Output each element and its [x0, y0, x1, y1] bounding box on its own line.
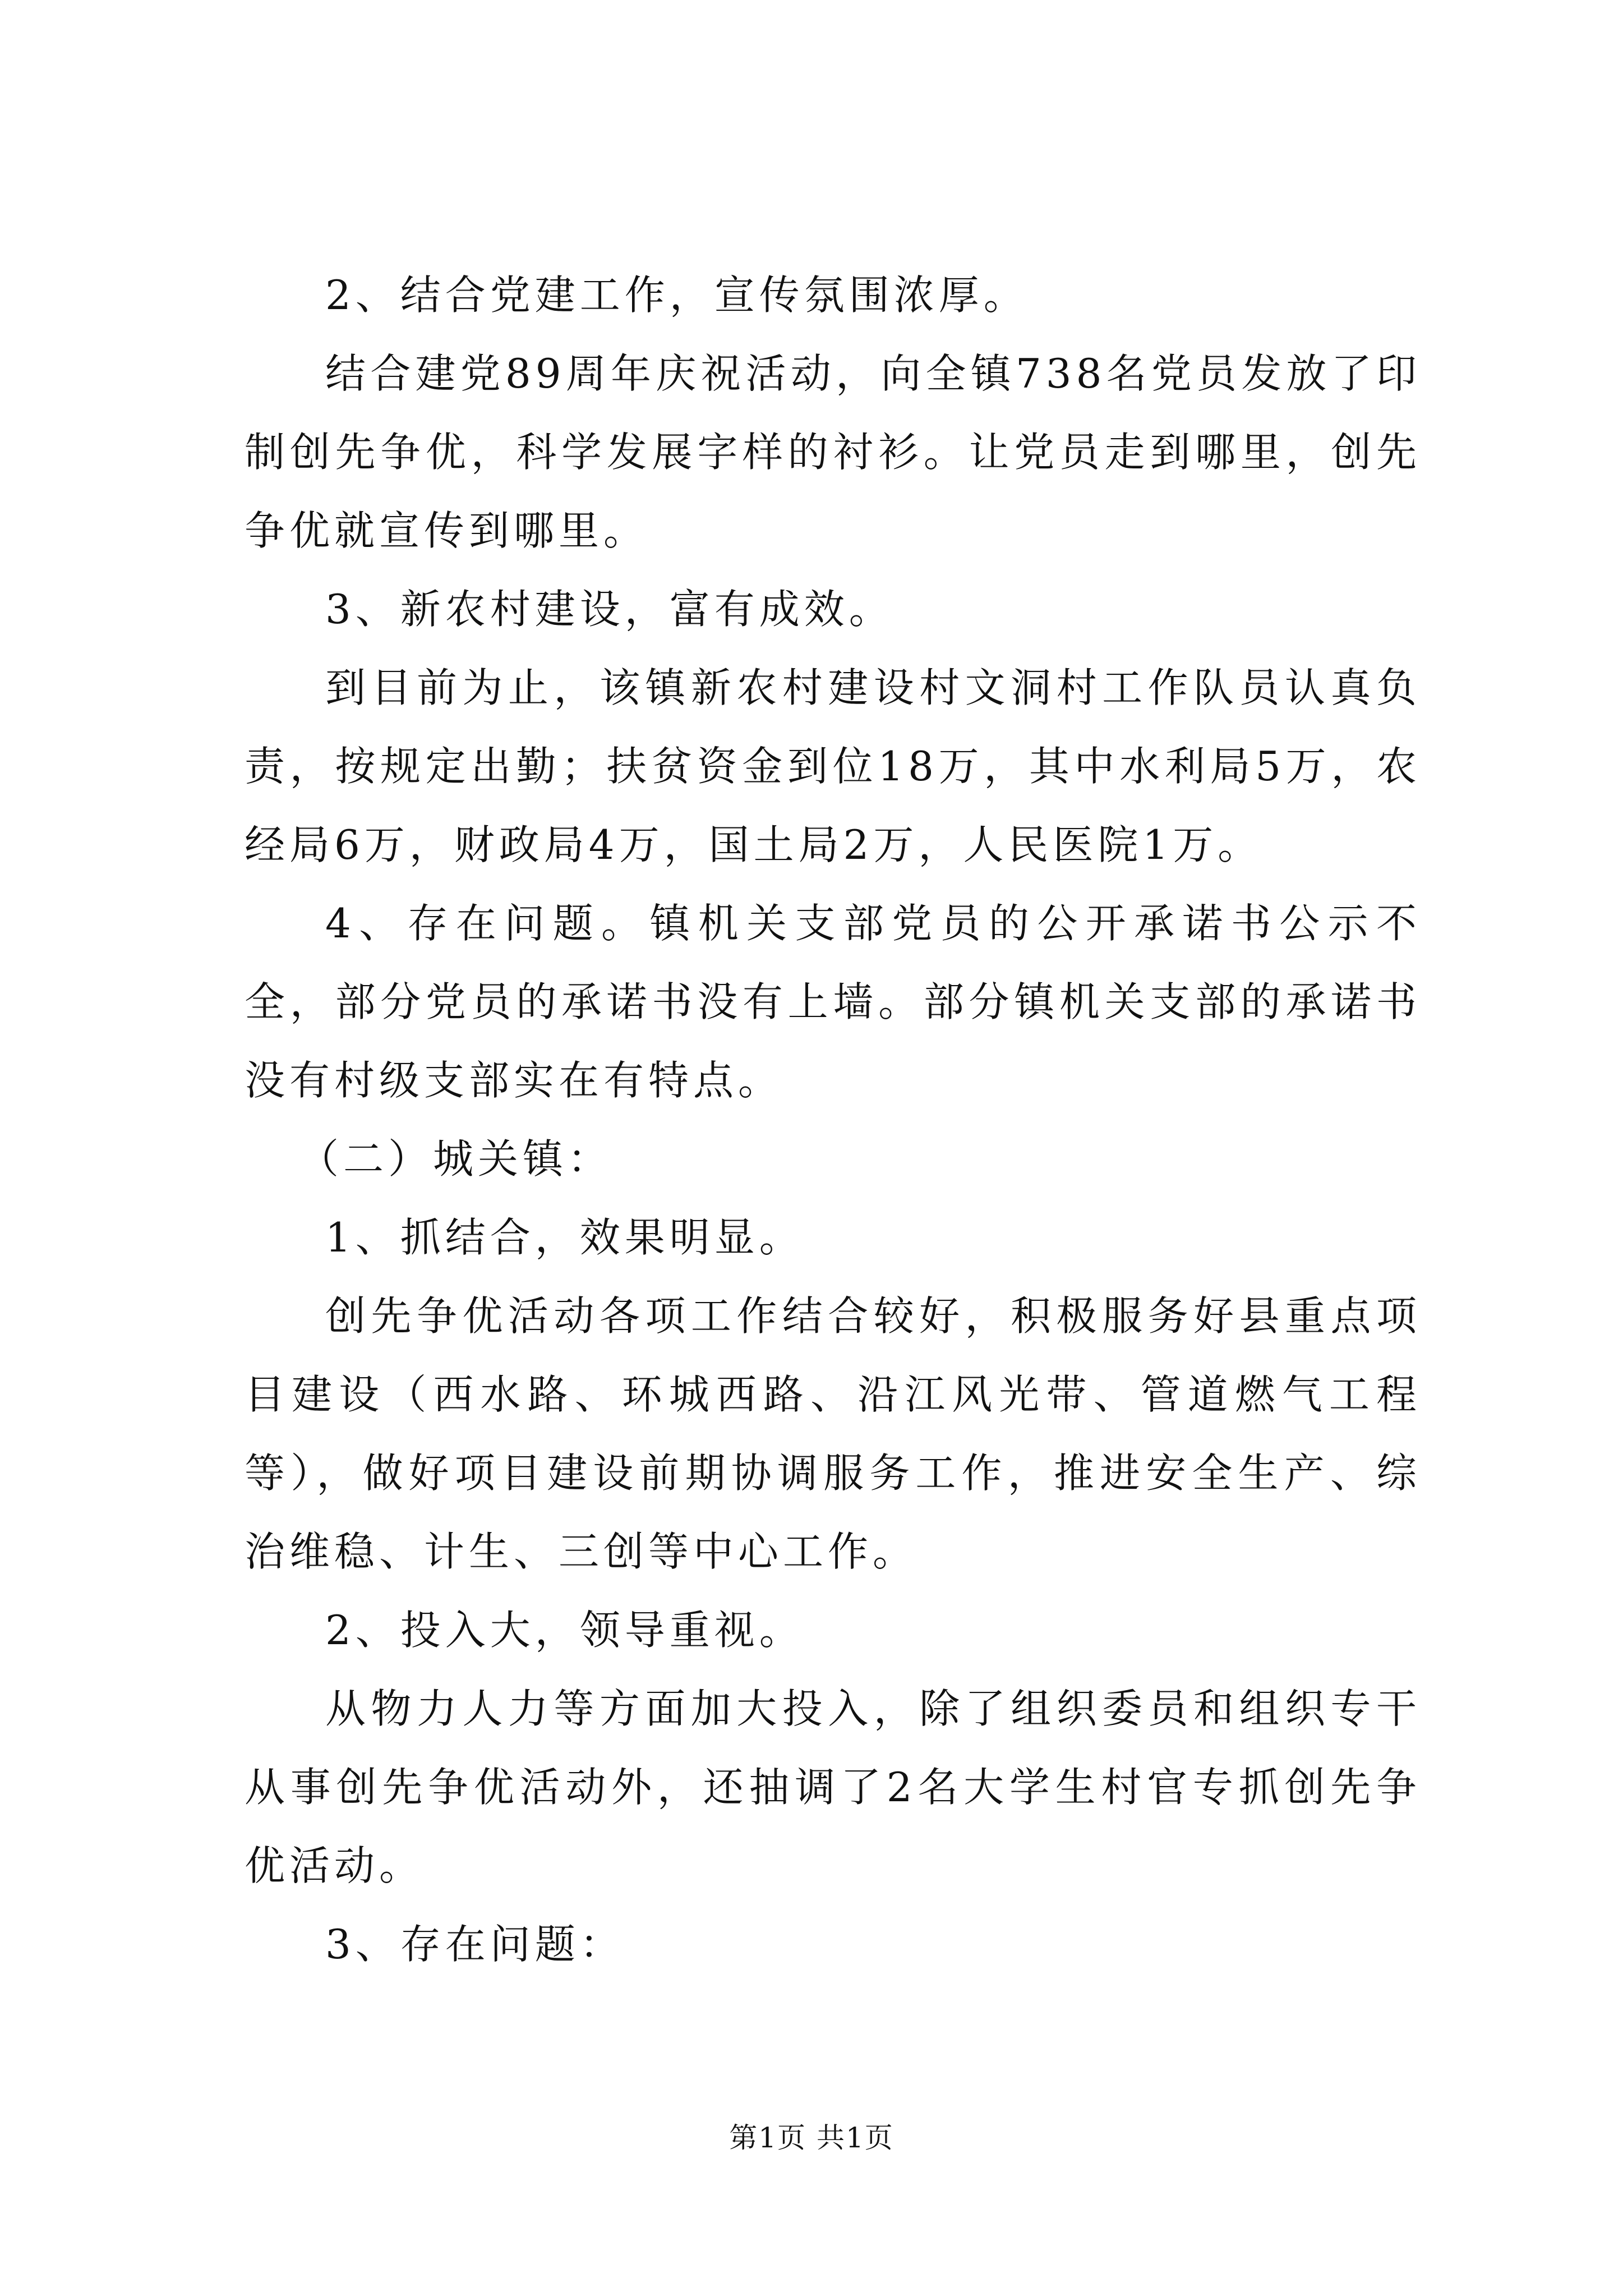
document-body: [245, 256, 1421, 1984]
heading-item-3: 3、新农村建设，富有成效。: [325, 586, 894, 633]
heading-item-3: 3、存在问题：: [325, 1921, 625, 1968]
page-footer: 第1页 共1页: [729, 2122, 894, 2154]
heading-item-2: 2、结合党建工作，宣传氛围浓厚。: [325, 272, 1029, 319]
body-paragraph: 结合建党89周年庆祝活动，向全镇738名党员发放了印制创先争优，科学发展字样的衬衫。让党员走到哪里，创先争优就宣传到哪里。: [245, 350, 1421, 554]
body-paragraph: 到目前为止，该镇新农村建设村文洞村工作队员认真负责，按规定出勤；扶贫资金到位18万，其中水利局5万，农经局6万，财政局4万，国土局2万，人民医院1万。: [245, 664, 1421, 868]
heading-item-2: 2、投入大，领导重视。: [325, 1607, 804, 1654]
section-heading: （二）城关镇：: [298, 1135, 613, 1182]
heading-item-1: 1、抓结合，效果明显。: [325, 1214, 804, 1261]
body-paragraph-issues: 4、存在问题。镇机关支部党员的公开承诺书公示不全，部分党员的承诺书没有上墙。部分镇机关支部的承诺书没有村级支部实在有特点。: [245, 900, 1421, 1104]
body-paragraph: 创先争优活动各项工作结合较好，积极服务好县重点项目建设（西水路、环城西路、沿江风光带、管道燃气工程等），做好项目建设前期协调服务工作，推进安全生产、综治维稳、计生、三创等中心工作。: [245, 1292, 1421, 1575]
body-paragraph: 从物力人力等方面加大投入，除了组织委员和组织专干从事创先争优活动外，还抽调了2名大学生村官专抓创先争优活动。: [245, 1685, 1421, 1889]
